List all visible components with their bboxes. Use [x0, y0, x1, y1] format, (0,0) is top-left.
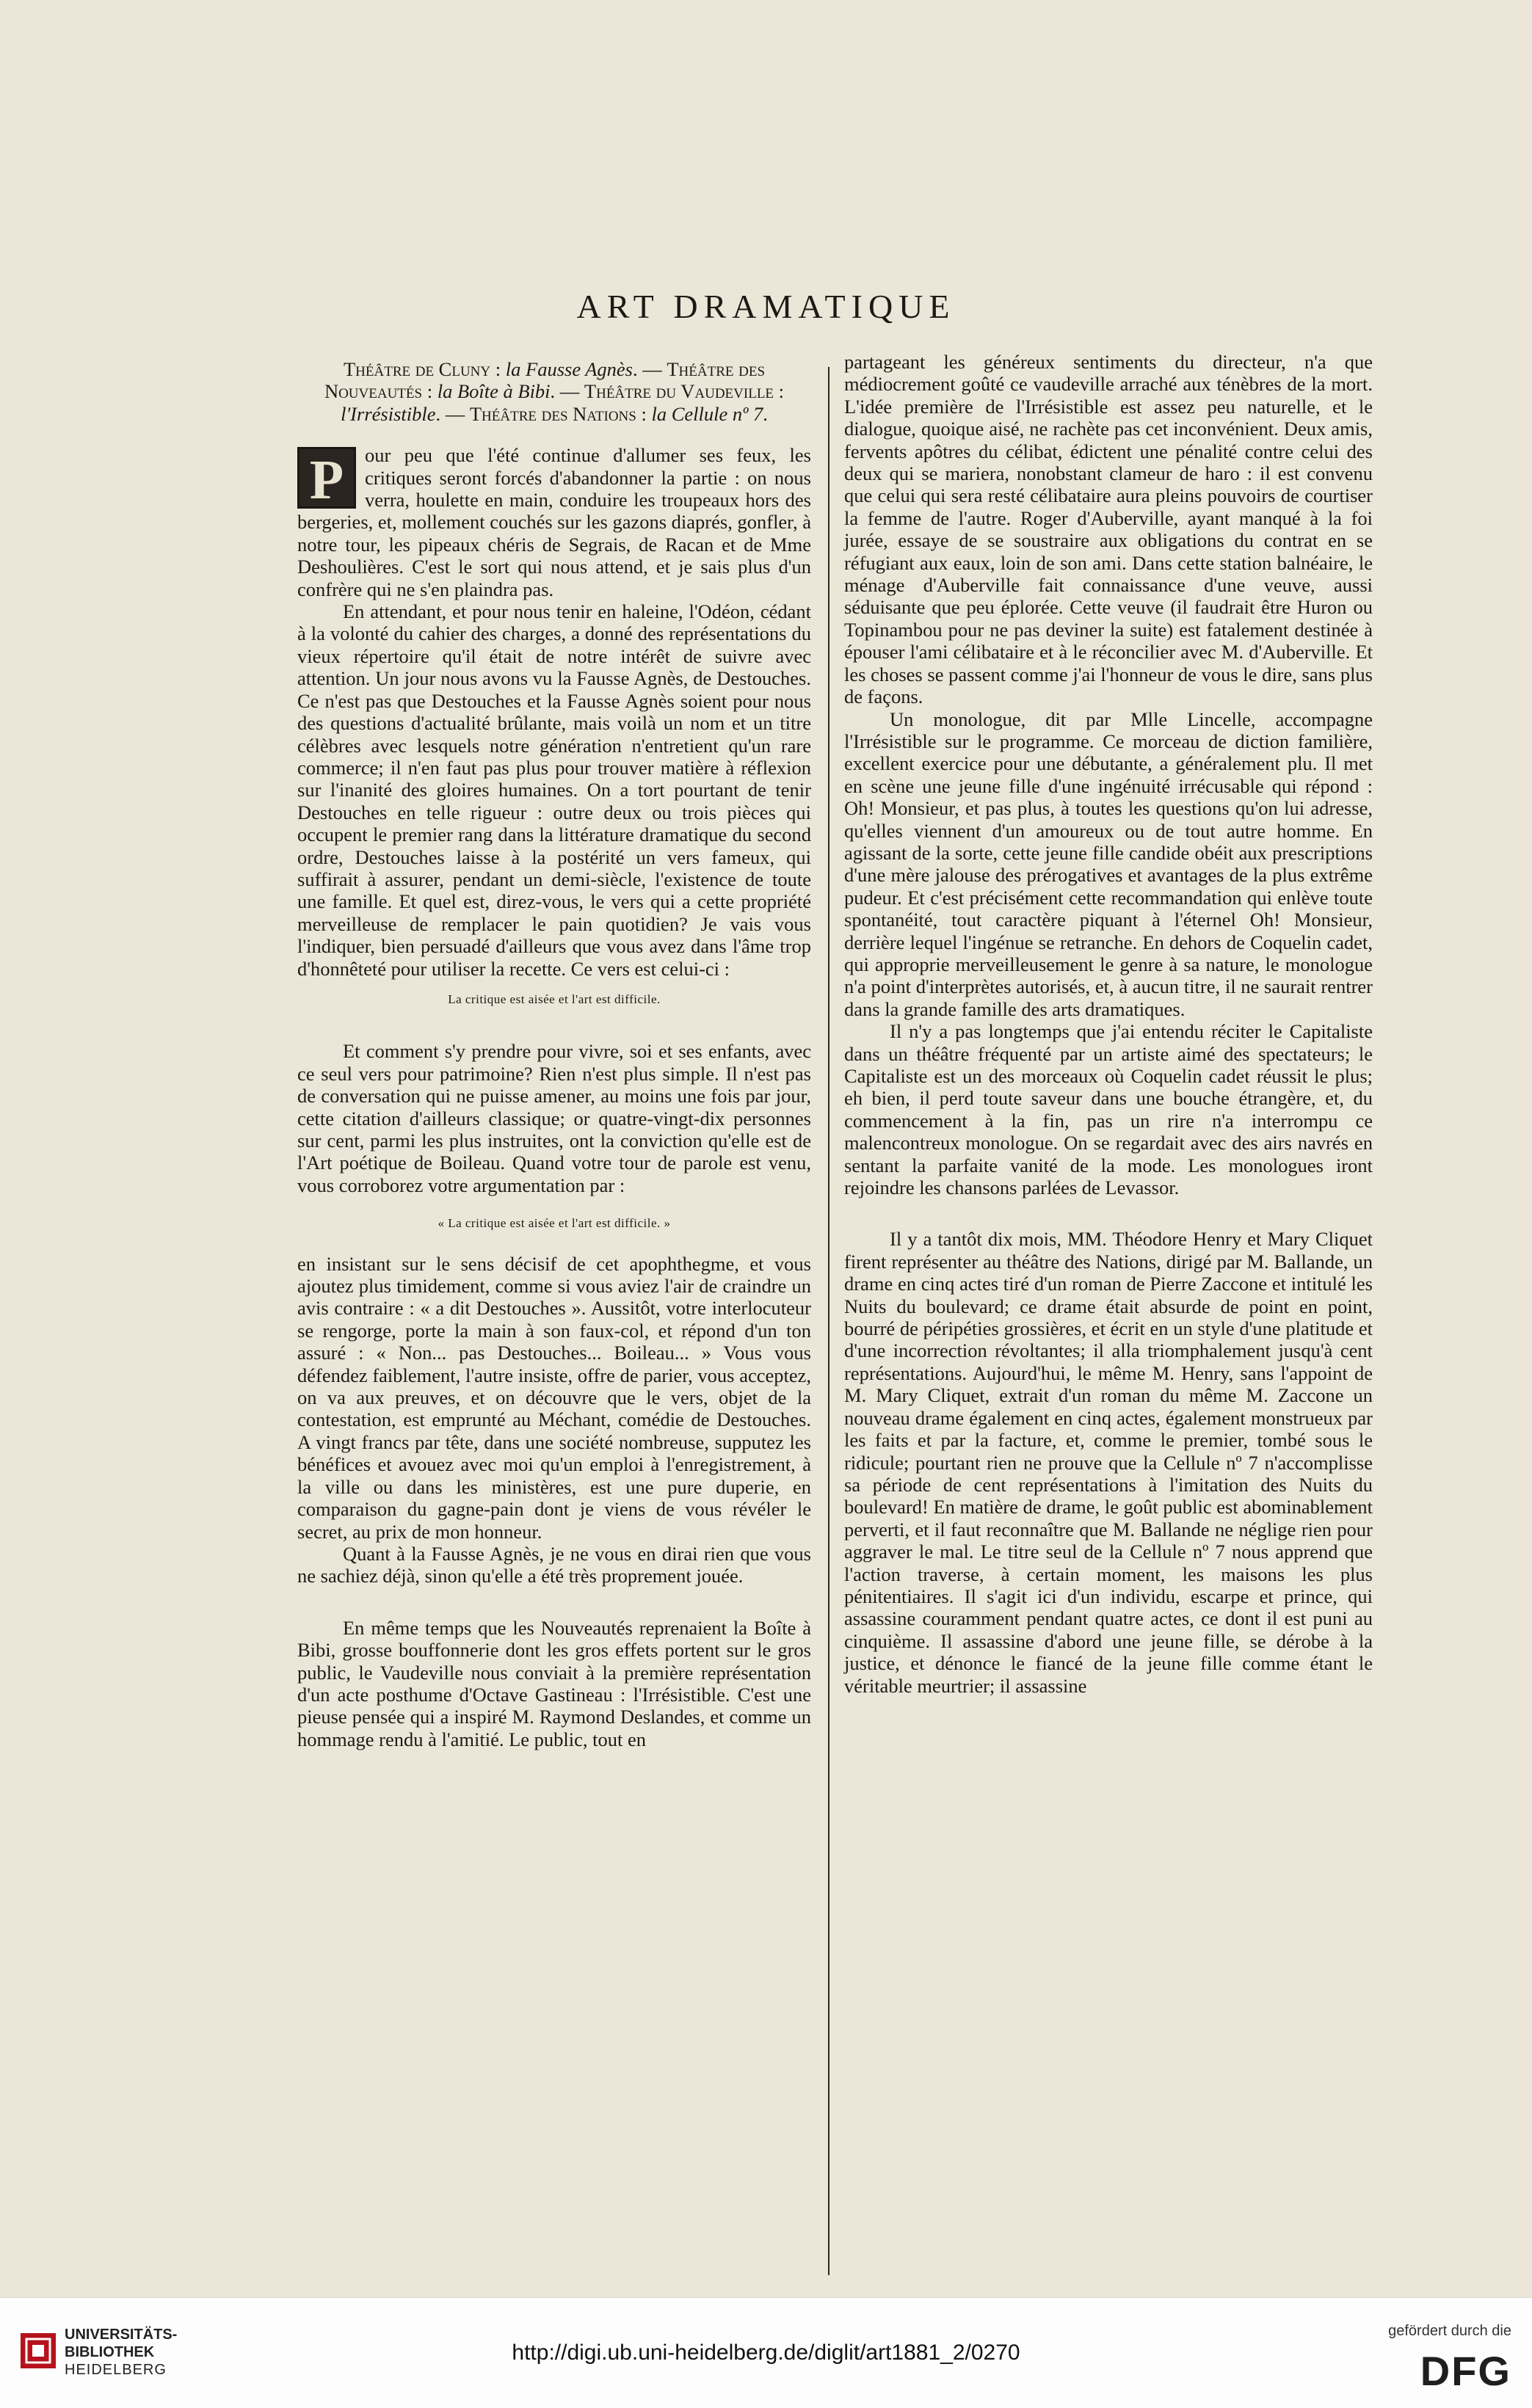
headnote-play-3: l'Irrésistible: [341, 402, 436, 425]
section-gap: [297, 1587, 811, 1617]
institution-line: UNIVERSITÄTS-: [65, 2327, 178, 2343]
headnote-theatre-nations: Théâtre des Nations: [469, 402, 636, 425]
dfg-logo: DFG: [1420, 2348, 1511, 2394]
permalink-url[interactable]: http://digi.ub.uni-heidelberg.de/diglit/art1881_2/0270: [512, 2340, 1020, 2365]
right-column: [844, 351, 1373, 1697]
headnote-theatre-cluny: Théâtre de Cluny: [343, 358, 491, 380]
footer-bar: [0, 2297, 1532, 2408]
paragraph-text: our peu que l'été continue d'allumer ses feux, les critiques seront forcés d'abandonner la partie : on nous verra, houlette en main, conduire les troupeaux hors des bergeries, et, mollement couchés sur les gazons diaprés, gonfler, à notre tour, les pipeaux chéris de Segrais, de Racan et de Mme Deshoulières. C'est le sort qui nous attend, et je sais plus d'un confrère qui ne s'en plaindra pas.: [297, 444, 811, 600]
dropcap-letter: P: [297, 447, 356, 509]
paragraph-opening: [297, 444, 811, 600]
section-gap: [844, 1198, 1373, 1228]
headnote-play-4: la Cellule nº 7: [651, 402, 763, 425]
headnote: Théâtre de Cluny : la Fausse Agnès. — Théâtre des Nouveautés : la Boîte à Bibi. — Théâtre du Vaudeville : l'Irrésistible. — Théâtre des Nations : la Cellule nº 7.: [324, 358, 785, 425]
headnote-play-1: la Fausse Agnès: [505, 358, 633, 380]
paragraph: Il y a tantôt dix mois, MM. Théodore Henry et Mary Cliquet firent représenter au théâtre des Nations, dirigé par M. Ballande, un drame en cinq actes tiré d'un roman de Pierre Zaccone et intitulé les Nuits du boulevard; ce drame était absurde de point en point, bourré de péripéties grossières, et écrit en un style d'une platitude et d'une incorrection révoltantes; il alla triomphalement jusqu'à cent représentations. Aujourd'hui, le même M. Henry, sans l'appoint de M. Mary Cliquet, extrait d'un roman du même M. Zaccone un nouveau drame également en cinq actes, également monstrueux par les faits et par la facture, et, comme le premier, tombé sous le ridicule; pourtant rien ne prouve que la Cellule nº 7 n'accomplisse sa période de cent représentations à l'imitation des Nuits du boulevard! En matière de drame, le goût public est abominablement perverti, et il faut reconnaître que M. Ballande ne néglige rien pour aggraver le mal. Le titre seul de la Cellule nº 7 nous apprend que l'action traverse, à certain moment, les maisons les plus pénitentiaires. Il s'agit ici d'un individu, escarpe et prince, qui assassine couramment pendant quatre actes, ce dont il est puni au cinquième. Il assassine d'abord une jeune fille, se dérobe à la justice, et dénonce le fiancé de la jeune fille comme étant le véritable meurtrier; il assassine: [844, 1228, 1373, 1697]
paragraph: En même temps que les Nouveautés reprenaient la Boîte à Bibi, grosse bouffonnerie dont les gros effets portent sur le gros public, le Vaudeville nous conviait à la première représentation d'un acte posthume d'Octave Gastineau : l'Irrésistible. C'est une pieuse pensée qui a inspiré M. Raymond Deslandes, et comme un hommage rendu à l'amitié. Le public, tout en: [297, 1616, 811, 1750]
paragraph: Et comment s'y prendre pour vivre, soi et ses enfants, avec ce seul vers pour patrimoine? Rien n'est plus simple. Il n'est pas de conversation qui ne puisse amener, au moins une fois par jour, cette citation d'ailleurs classique; or quatre-vingt-dix personnes sur cent, parmi les plus instruites, ont la conviction qu'elle est de l'Art poétique de Boileau. Quand votre tour de parole est venu, vous corroborez votre argumentation par :: [297, 1040, 811, 1196]
quotation: La critique est aisée et l'art est difficile.: [448, 992, 661, 1006]
funding-label: gefördert durch die: [1388, 2323, 1511, 2339]
article-title: ART DRAMATIQUE: [576, 287, 956, 325]
institution-line: HEIDELBERG: [65, 2362, 167, 2378]
paragraph: En attendant, et pour nous tenir en haleine, l'Odéon, cédant à la volonté du cahier des charges, a donné des représentations du vieux répertoire qu'il était de notre intérêt de suivre avec attention. Un jour nous avons vu la Fausse Agnès, de Destouches. Ce n'est pas que Destouches et la Fausse Agnès soient pour nous des questions d'actualité brûlante, mais voilà un nom et un titre célèbres avec lesquels notre génération n'entretient qu'un rare commerce; il n'en faut pas plus pour trouver matière à réflexion sur l'inanité des gloires humaines. On a tort pourtant de tenir Destouches en telle rigueur : outre deux ou trois pièces qui occupent le premier rang dans la littérature dramatique du second ordre, Destouches laisse à la postérité un vers fameux, qui suffirait à assurer, pendant un demi-siècle, l'existence de toute une famille. Et quel est, direz-vous, le vers qui a cette propriété merveilleuse de remplacer le pain quotidien? Je vais vous l'indiquer, bien persuadé d'ailleurs que vous avez dans l'âme trop d'honnêteté pour utiliser la recette. Ce vers est celui-ci :: [297, 600, 811, 980]
paragraph: Quant à la Fausse Agnès, je ne vous en dirai rien que vous ne sachiez déjà, sinon qu'elle a été très proprement jouée.: [297, 1542, 811, 1587]
quotation: « La critique est aisée et l'art est difficile. »: [438, 1216, 671, 1231]
paragraph: en insistant sur le sens décisif de cet apophthegme, et vous ajoutez plus timidement, comme si vous aviez l'air de craindre un avis contraire : « a dit Destouches ». Aussitôt, votre interlocuteur se rengorge, porte la main à son faux-col, et répond d'un ton assuré : « Non... pas Destouches... Boileau... » Vous vous défendez faiblement, l'autre insiste, offre de parier, vous acceptez, on va aux preuves, et on découvre que le vers, objet de la contestation, est emprunté au Méchant, comédie de Destouches. A vingt francs par tête, dans une société nombreuse, supputez les bénéfices et avouez avec moi qu'un emploi à l'enregistrement, à la ville ou dans les ministères, est une pure duperie, en comparaison du gagne-pain dont je viens de vous révéler le secret, au prix de mon honneur.: [297, 1252, 811, 1543]
paragraph: partageant les généreux sentiments du directeur, n'a que médiocrement goûté ce vaudeville arraché aux ténèbres de la mort. L'idée première de l'Irrésistible est assez peu naturelle, et le dialogue, quoique aisé, ne rachète pas cet inconvénient. Deux amis, fervents apôtres du célibat, édictent une pénalité contre celui des deux qui se mariera, nonobstant clameur de haro : il est convenu que celui qui sera resté célibataire aura pleins pouvoirs de courtiser la femme de l'autre. Roger d'Auberville, ayant manqué à la foi jurée, essaye de se soustraire aux obligations du contrat en se réfugiant aux eaux, loin de son ami. Dans cette station balnéaire, le ménage d'Auberville fait connaissance d'une veuve, aussi séduisante que peu éplorée. Cette veuve (il faudrait être Huron ou Topinambou pour ne pas deviner la suite) est fatalement destinée à épouser l'ami célibataire et à le réconcilier avec M. d'Auberville. Et les choses se passent comme j'ai l'honneur de vous le dire, sans plus de façons.: [844, 351, 1373, 708]
column-divider: [828, 367, 829, 2275]
paragraph: Un monologue, dit par Mlle Lincelle, accompagne l'Irrésistible sur le programme. Ce morceau de diction familière, excellent exercice pour une débutante, a généralement plu. Il met en scène une jeune fille d'une ingénuité irrécusable qui répond : Oh! Monsieur, et pas plus, à toutes les questions qu'on lui adresse, qu'elles viennent d'un amoureux ou de tout autre homme. En agissant de la sorte, cette jeune fille candide obéit aux prescriptions d'une mère jalouse des prérogatives et avantages de la plus extrême pudeur. Et c'est précisément cette recommandation qui enlève toute spontanéité, tout caractère piquant à l'éternel Oh! Monsieur, derrière lequel l'ingénue se retranche. En dehors de Coquelin cadet, qui approprie merveilleusement le genre à sa nature, le monologue n'a point d'interprètes autorisés, et, à aucun titre, il ne saurait rentrer dans la grande famille des arts dramatiques.: [844, 708, 1373, 1020]
headnote-theatre-vaudeville: Théâtre du Vaudeville: [584, 380, 774, 403]
left-column: [297, 358, 811, 1750]
paragraph: Il n'y a pas longtemps que j'ai entendu réciter le Capitaliste dans un théâtre fréquenté par un artiste aimé des spectateurs; le Capitaliste est un des morceaux où Coquelin cadet réussit le plus; eh bien, il perd toute saveur dans une bouche étrangère, et, du commencement à la fin, pas un rire n'a interrompu ce malencontreux monologue. On se regardait avec des airs navrés en sentant la parfaite vanité de la mode. Les monologues iront rejoindre les chansons parlées de Levassor.: [844, 1020, 1373, 1199]
headnote-play-2: la Boîte à Bibi: [437, 380, 551, 403]
institution-line: BIBLIOTHEK: [65, 2344, 155, 2360]
headnote-theatre-nouveautes: Théâtre des Nouveautés: [324, 358, 766, 403]
